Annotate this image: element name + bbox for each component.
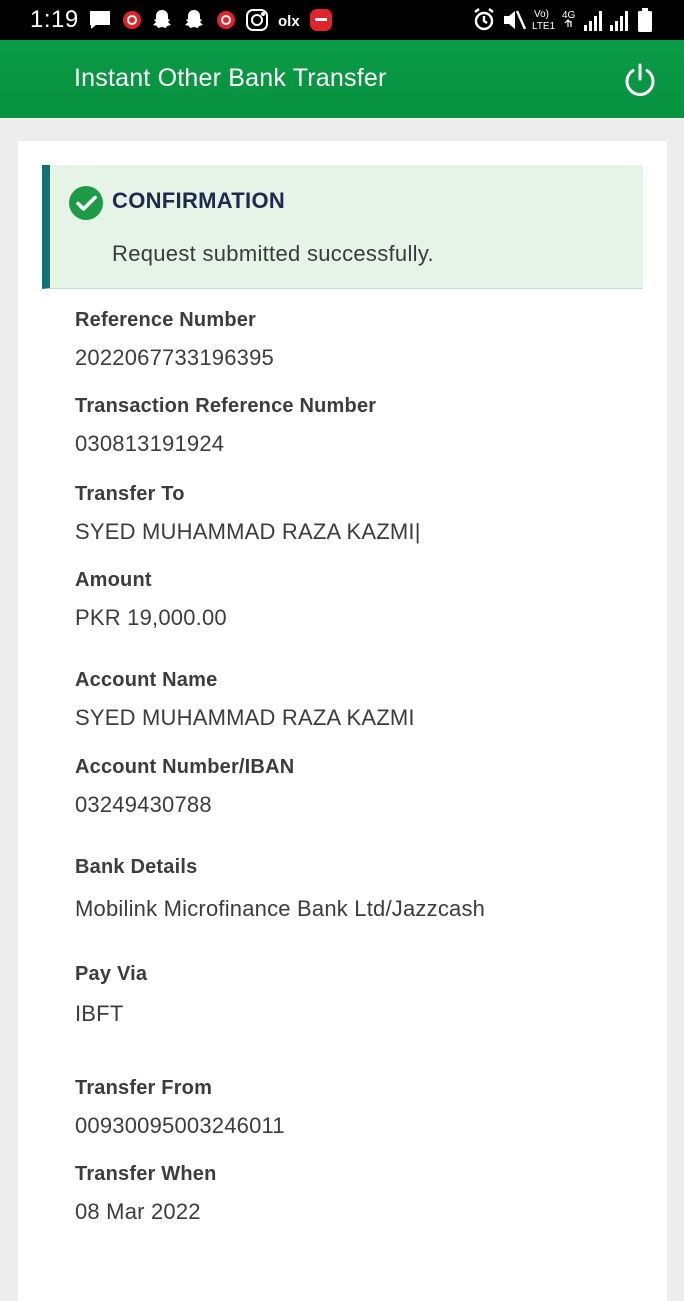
page-title: Instant Other Bank Transfer — [74, 64, 387, 92]
4g-icon — [562, 10, 576, 27]
detail-amount — [75, 569, 227, 631]
notification-icons — [88, 8, 340, 32]
detail-reference-number — [75, 309, 274, 371]
svg-text:Vo): Vo) — [534, 9, 550, 20]
instagram-icon — [247, 10, 267, 30]
signal-icon — [610, 11, 628, 31]
detail-label: Reference Number — [75, 309, 257, 331]
svg-text:olx: olx — [278, 13, 300, 30]
detail-label: Pay Via — [75, 963, 148, 985]
mute-icon — [504, 11, 525, 29]
detail-label: Transaction Reference Number — [75, 395, 377, 417]
app-icon — [123, 11, 141, 29]
detail-value: 00930095003246011 — [75, 1113, 285, 1138]
confirmation-message: Request submitted successfully. — [112, 241, 434, 266]
snapchat-icon — [153, 10, 171, 28]
detail-label: Bank Details — [75, 856, 198, 878]
detail-label: Transfer When — [75, 1163, 217, 1185]
detail-label: Account Name — [75, 669, 218, 691]
detail-value: 08 Mar 2022 — [75, 1199, 201, 1224]
app-icon — [310, 9, 332, 31]
olx-icon — [278, 13, 300, 30]
detail-label: Account Number/IBAN — [75, 756, 295, 778]
detail-label: Transfer From — [75, 1077, 213, 1099]
alarm-icon — [475, 9, 493, 29]
detail-value: 03249430788 — [75, 792, 212, 817]
detail-label: Amount — [75, 569, 152, 591]
detail-account-number — [75, 756, 294, 818]
detail-pay-via — [75, 963, 147, 1027]
detail-value: Mobilink Microfinance Bank Ltd/Jazzcash — [75, 896, 486, 921]
detail-transfer-to — [75, 483, 421, 545]
detail-account-name — [75, 669, 415, 731]
detail-bank-details — [75, 856, 485, 922]
svg-text:LTE1: LTE1 — [532, 21, 556, 32]
status-time: 1:19 — [30, 6, 79, 33]
app-header — [0, 40, 684, 118]
system-icons — [472, 7, 658, 33]
detail-value: SYED MUHAMMAD RAZA KAZMI — [75, 705, 415, 730]
detail-transfer-when — [75, 1163, 217, 1225]
message-icon — [90, 11, 110, 29]
detail-value: SYED MUHAMMAD RAZA KAZMI| — [75, 519, 421, 544]
volte-icon — [532, 9, 556, 32]
snapchat-icon — [185, 10, 203, 28]
detail-value: 2022067733196395 — [75, 345, 274, 370]
confirmation-title: CONFIRMATION — [112, 188, 286, 213]
check-circle-icon — [68, 185, 104, 221]
detail-value: PKR 19,000.00 — [75, 605, 227, 630]
detail-transaction-reference — [75, 395, 376, 457]
app-icon — [217, 11, 235, 29]
svg-text:4G: 4G — [562, 10, 576, 21]
power-icon[interactable] — [622, 62, 658, 98]
status-bar — [0, 0, 684, 40]
battery-icon — [638, 8, 652, 32]
detail-label: Transfer To — [75, 483, 185, 505]
detail-value: IBFT — [75, 1001, 124, 1026]
confirmation-card — [18, 141, 667, 1301]
detail-transfer-from — [75, 1077, 285, 1139]
confirmation-banner — [42, 165, 643, 289]
signal-icon — [584, 11, 602, 31]
detail-value: 030813191924 — [75, 431, 225, 456]
